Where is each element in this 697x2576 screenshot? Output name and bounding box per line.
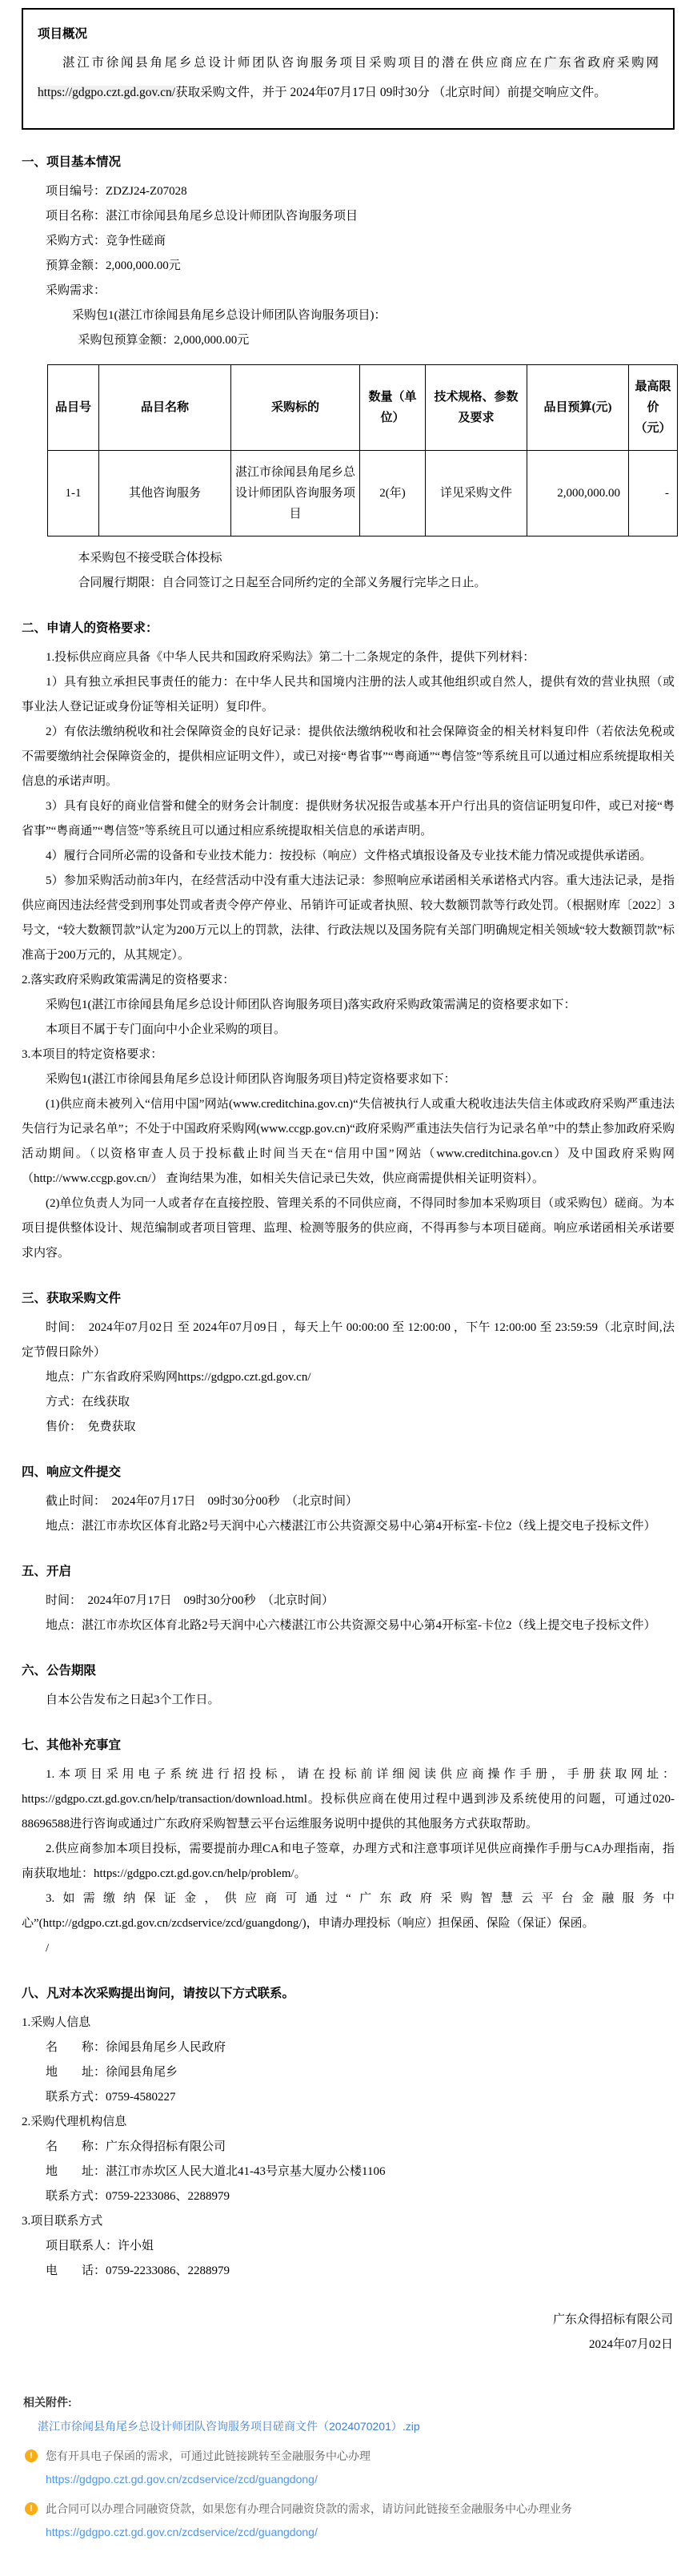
section-other-matters-heading: 七、其他补充事宜 (22, 1738, 122, 1752)
demand-label: 采购需求： (46, 284, 106, 297)
agency-address: 地 址：湛江市赤坎区人民大道北41-43号京基大厦办公楼1106 (46, 2165, 386, 2178)
section-response-submission-heading: 四、响应文件提交 (22, 1465, 122, 1479)
cell-item-budget: 2,000,000.00 (527, 451, 629, 536)
loan-service-link[interactable]: https://gdgpo.czt.gd.gov.cn/zcdservice/zcd/guangdong/ (46, 2526, 318, 2538)
other-matters-p1: 1.本项目采用电子系统进行招投标，请在投标前详细阅读供应商操作手册，手册获取网址：https://gdgpo.czt.gd.gov.cn/help/transaction/download.html。投标供应商在使用过程中遇到涉及系统使用的问题，可通过020-88696588进行咨询或通过广东政府采购智慧云平台运维服务说明中提供的其他服务方式获取帮助。 (22, 1768, 675, 1831)
section-opening-heading: 五、开启 (22, 1565, 72, 1578)
notice-period-text: 自本公告发布之日起3个工作日。 (46, 1694, 220, 1706)
no-consortium-note: 本采购包不接受联合体投标 (78, 552, 222, 565)
qualification-p9: 本项目不属于专门面向中小企业采购的项目。 (46, 1023, 286, 1036)
cell-subject: 湛江市徐闻县角尾乡总设计师团队咨询服务项目 (231, 451, 360, 536)
section-notice-period-heading: 六、公告期限 (22, 1664, 97, 1678)
buyer-info-title: 1.采购人信息 (22, 2016, 91, 2029)
qualification-p7: 2.落实政府采购政策需满足的资格要求： (22, 974, 235, 987)
qualification-p4: 3）具有良好的商业信誉和健全的财务会计制度：提供财务状况报告或基本开户行出具的资信证明复印件，或已对接“粤省事”“粤商通”“粤信签”等系统且可以通过相应系统提取相关信息的承诺声明。 (22, 800, 675, 838)
overview-paragraph (38, 48, 659, 107)
attachments-section (22, 2394, 675, 2540)
cell-price-cap: - (629, 451, 678, 536)
package-budget: 采购包预算金额：2,000,000.00元 (78, 334, 250, 347)
package-title: 采购包1(湛江市徐闻县角尾乡总设计师团队咨询服务项目)： (72, 309, 387, 322)
agency-info-title: 2.采购代理机构信息 (22, 2116, 127, 2128)
other-matters-p3: 3.如需缴纳保证金，供应商可通过“广东政府采购智慧云平台金融服务中心”(http://gdgpo.czt.gd.gov.cn/zcdservice/zcd/guangdong/)，申请办理投标（响应）担保函、保险（保证）保函。 (22, 1892, 675, 1930)
buyer-phone: 联系方式：0759-4580227 (46, 2091, 176, 2104)
loan-note-row (22, 2500, 675, 2518)
qualification-p8: 采购包1(湛江市徐闻县角尾乡总设计师团队咨询服务项目)落实政府采购政策需满足的资格要求如下： (46, 999, 576, 1011)
table-header-row (48, 365, 678, 451)
overview-title: 项目概况 (38, 27, 88, 41)
budget-amount: 预算金额：2,000,000.00元 (46, 259, 181, 272)
cell-spec: 详见采购文件 (426, 451, 527, 536)
col-header-item-no: 品目号 (48, 365, 99, 451)
buyer-name: 名 称：徐闻县角尾乡人民政府 (46, 2041, 226, 2054)
project-overview-box (22, 8, 675, 130)
overview-outro-text: 获取采购文件，并于 2024年07月17日 09时30分 （北京时间）前提交响应文件。 (175, 86, 607, 99)
obtain-way: 方式：在线获取 (46, 1396, 130, 1409)
other-matters-p2: 2.供应商参加本项目投标，需要提前办理CA和电子签章，办理方式和注意事项详见供应商操作手册与CA办理指南，指南获取地址：https://gdgpo.czt.gd.gov.cn/help/problem/。 (22, 1843, 675, 1880)
project-number: 项目编号：ZDZJ24-Z07028 (46, 185, 187, 198)
submission-place: 地点：湛江市赤坎区体育北路2号天润中心六楼湛江市公共资源交易中心第4开标室-卡位2（线上提交电子投标文件） (46, 1520, 656, 1533)
buyer-address: 地 址：徐闻县角尾乡 (46, 2066, 178, 2079)
project-contact-title: 3.项目联系方式 (22, 2215, 103, 2228)
guarantee-note-row (22, 2447, 675, 2465)
section-contact-heading: 八、凡对本次采购提出询问，请按以下方式联系。 (22, 1987, 295, 2000)
qualification-p2: 1）具有独立承担民事责任的能力：在中华人民共和国境内注册的法人或其他组织或自然人，提供有效的营业执照（或事业法人登记证或身份证等相关证明）复印件。 (22, 676, 675, 713)
cell-item-name: 其他咨询服务 (99, 451, 231, 536)
qualification-p5: 4）履行合同所必需的设备和专业技术能力：按投标（响应）文件格式填报设备及专业技术能力情况或提供承诺函。 (46, 850, 652, 862)
qualification-p11: 采购包1(湛江市徐闻县角尾乡总设计师团队咨询服务项目)特定资格要求如下： (46, 1073, 456, 1086)
project-contact-person: 项目联系人：许小姐 (46, 2240, 154, 2252)
warning-icon: ! (25, 2449, 38, 2462)
qualification-p1: 1.投标供应商应具备《中华人民共和国政府采购法》第二十二条规定的条件，提供下列材料： (46, 651, 535, 664)
opening-time: 时间： 2024年07月17日 09时30分00秒 （北京时间） (46, 1594, 334, 1607)
opening-place: 地点：湛江市赤坎区体育北路2号天润中心六楼湛江市公共资源交易中心第4开标室-卡位2（线上提交电子投标文件） (46, 1619, 656, 1632)
attachments-label: 相关附件: (23, 2396, 72, 2409)
guarantee-service-link[interactable]: https://gdgpo.czt.gd.gov.cn/zcdservice/zcd/guangdong/ (46, 2473, 318, 2486)
section-qualification-heading: 二、申请人的资格要求： (22, 621, 158, 635)
other-matters-slash: / (46, 1942, 50, 1955)
contract-term: 合同履行期限：自合同签订之日起至合同所约定的全部义务履行完毕之日止。 (78, 577, 487, 589)
submission-deadline: 截止时间： 2024年07月17日 09时30分00秒 （北京时间） (46, 1495, 359, 1508)
agency-name: 名 称：广东众得招标有限公司 (46, 2140, 226, 2153)
cell-quantity: 2(年) (360, 451, 426, 536)
project-name: 项目名称：湛江市徐闻县角尾乡总设计师团队咨询服务项目 (46, 210, 359, 223)
col-header-item-name: 品目名称 (99, 365, 231, 451)
col-header-spec: 技术规格、参数及要求 (426, 365, 527, 451)
loan-note-text: 此合同可以办理合同融资贷款，如果您有办理合同融资贷款的需求，请访问此链接至金融服务中心办理业务 (46, 2502, 572, 2515)
qualification-p10: 3.本项目的特定资格要求： (22, 1048, 163, 1061)
signature-date: 2024年07月02日 (588, 2338, 673, 2351)
section-basic-info-heading: 一、项目基本情况 (22, 155, 122, 169)
obtain-price: 售价： 免费获取 (46, 1421, 136, 1433)
col-header-price-cap: 最高限价（元） (629, 365, 678, 451)
signature-block (22, 2308, 675, 2357)
qualification-p13: (2)单位负责人为同一人或者存在直接控股、管理关系的不同供应商，不得同时参加本采购项目（或采购包）磋商。为本项目提供整体设计、规范编制或者项目管理、监理、检测等服务的供应商，不得再参与本项目磋商。响应承诺函相关承诺要求内容。 (22, 1197, 675, 1260)
table-row (48, 451, 678, 536)
attachment-zip-link[interactable]: 湛江市徐闻县角尾乡总设计师团队咨询服务项目磋商文件（2024070201）.zip (38, 2420, 420, 2433)
obtain-time: 时间： 2024年07月02日 至 2024年07月09日 ，每天上午 00:00:00 至 12:00:00 ，下午 12:00:00 至 23:59:59（北京时间,法定节假日除外） (22, 1321, 675, 1359)
warning-icon: ! (25, 2502, 38, 2515)
col-header-subject: 采购标的 (231, 365, 360, 451)
procurement-site-link-text: 广东省政府采购网https://gdgpo.czt.gd.gov.cn/ (38, 56, 659, 99)
project-contact-phone: 电 话：0759-2233086、2288979 (46, 2265, 230, 2277)
section-obtain-docs-heading: 三、获取采购文件 (22, 1292, 122, 1305)
procurement-items-table (47, 364, 678, 536)
qualification-p3: 2）有依法缴纳税收和社会保障资金的良好记录：提供依法缴纳税收和社会保障资金的相关材料复印件（若依法免税或不需要缴纳社会保障资金的，提供相应证明文件），或已对接“粤省事”“粤商通”“粤信签”等系统且可以通过相应系统提取相关信息的承诺声明。 (22, 725, 675, 788)
guarantee-note-text: 您有开具电子保函的需求，可通过此链接跳转至金融服务中心办理 (46, 2449, 371, 2462)
obtain-place: 地点：广东省政府采购网https://gdgpo.czt.gd.gov.cn/ (46, 1371, 311, 1384)
signature-company: 广东众得招标有限公司 (552, 2313, 673, 2326)
attachment-file-row (38, 2418, 675, 2434)
qualification-p6: 5）参加采购活动前3年内，在经营活动中没有重大违法记录：参照响应承诺函相关承诺格式内容。重大违法记录，是指供应商因违法经营受到刑事处罚或者责令停产停业、吊销许可证或者执照、较大数额罚款等行政处罚。（根据财库〔2022〕3号文，“较大数额罚款”认定为200万元以上的罚款，法律、行政法规以及国务院有关部门明确规定相关领域“较大数额罚款”标准高于200万元的，从其规定）。 (22, 874, 675, 962)
cell-item-no: 1-1 (48, 451, 99, 536)
agency-phone: 联系方式：0759-2233086、2288979 (46, 2190, 230, 2203)
procurement-method: 采购方式：竞争性磋商 (46, 235, 166, 247)
overview-intro-text: 湛江市徐闻县角尾乡总设计师团队咨询服务项目采购项目的潜在供应商应在 (62, 56, 544, 70)
footer-notes (22, 2447, 675, 2540)
col-header-item-budget: 品目预算(元) (527, 365, 629, 451)
qualification-p12: (1)供应商未被列入“信用中国”网站(www.creditchina.gov.cn)“失信被执行人或重大税收违法失信主体或政府采购严重违法失信行为记录名单”；不处于中国政府采购网(www.ccgp.gov.cn)“政府采购严重违法失信行为记录名单”中的禁止参加政府采购活动期间。（以资格审查人员于投标截止时间当天在“信用中国”网站（www.creditchina.gov.cn）及中国政府采购网 （http://www.ccgp.gov.cn/） 查询结果为准，如相关失信记录已失效，供应商需提供相关证明资料）。 (22, 1098, 675, 1185)
col-header-quantity: 数量（单位） (360, 365, 426, 451)
